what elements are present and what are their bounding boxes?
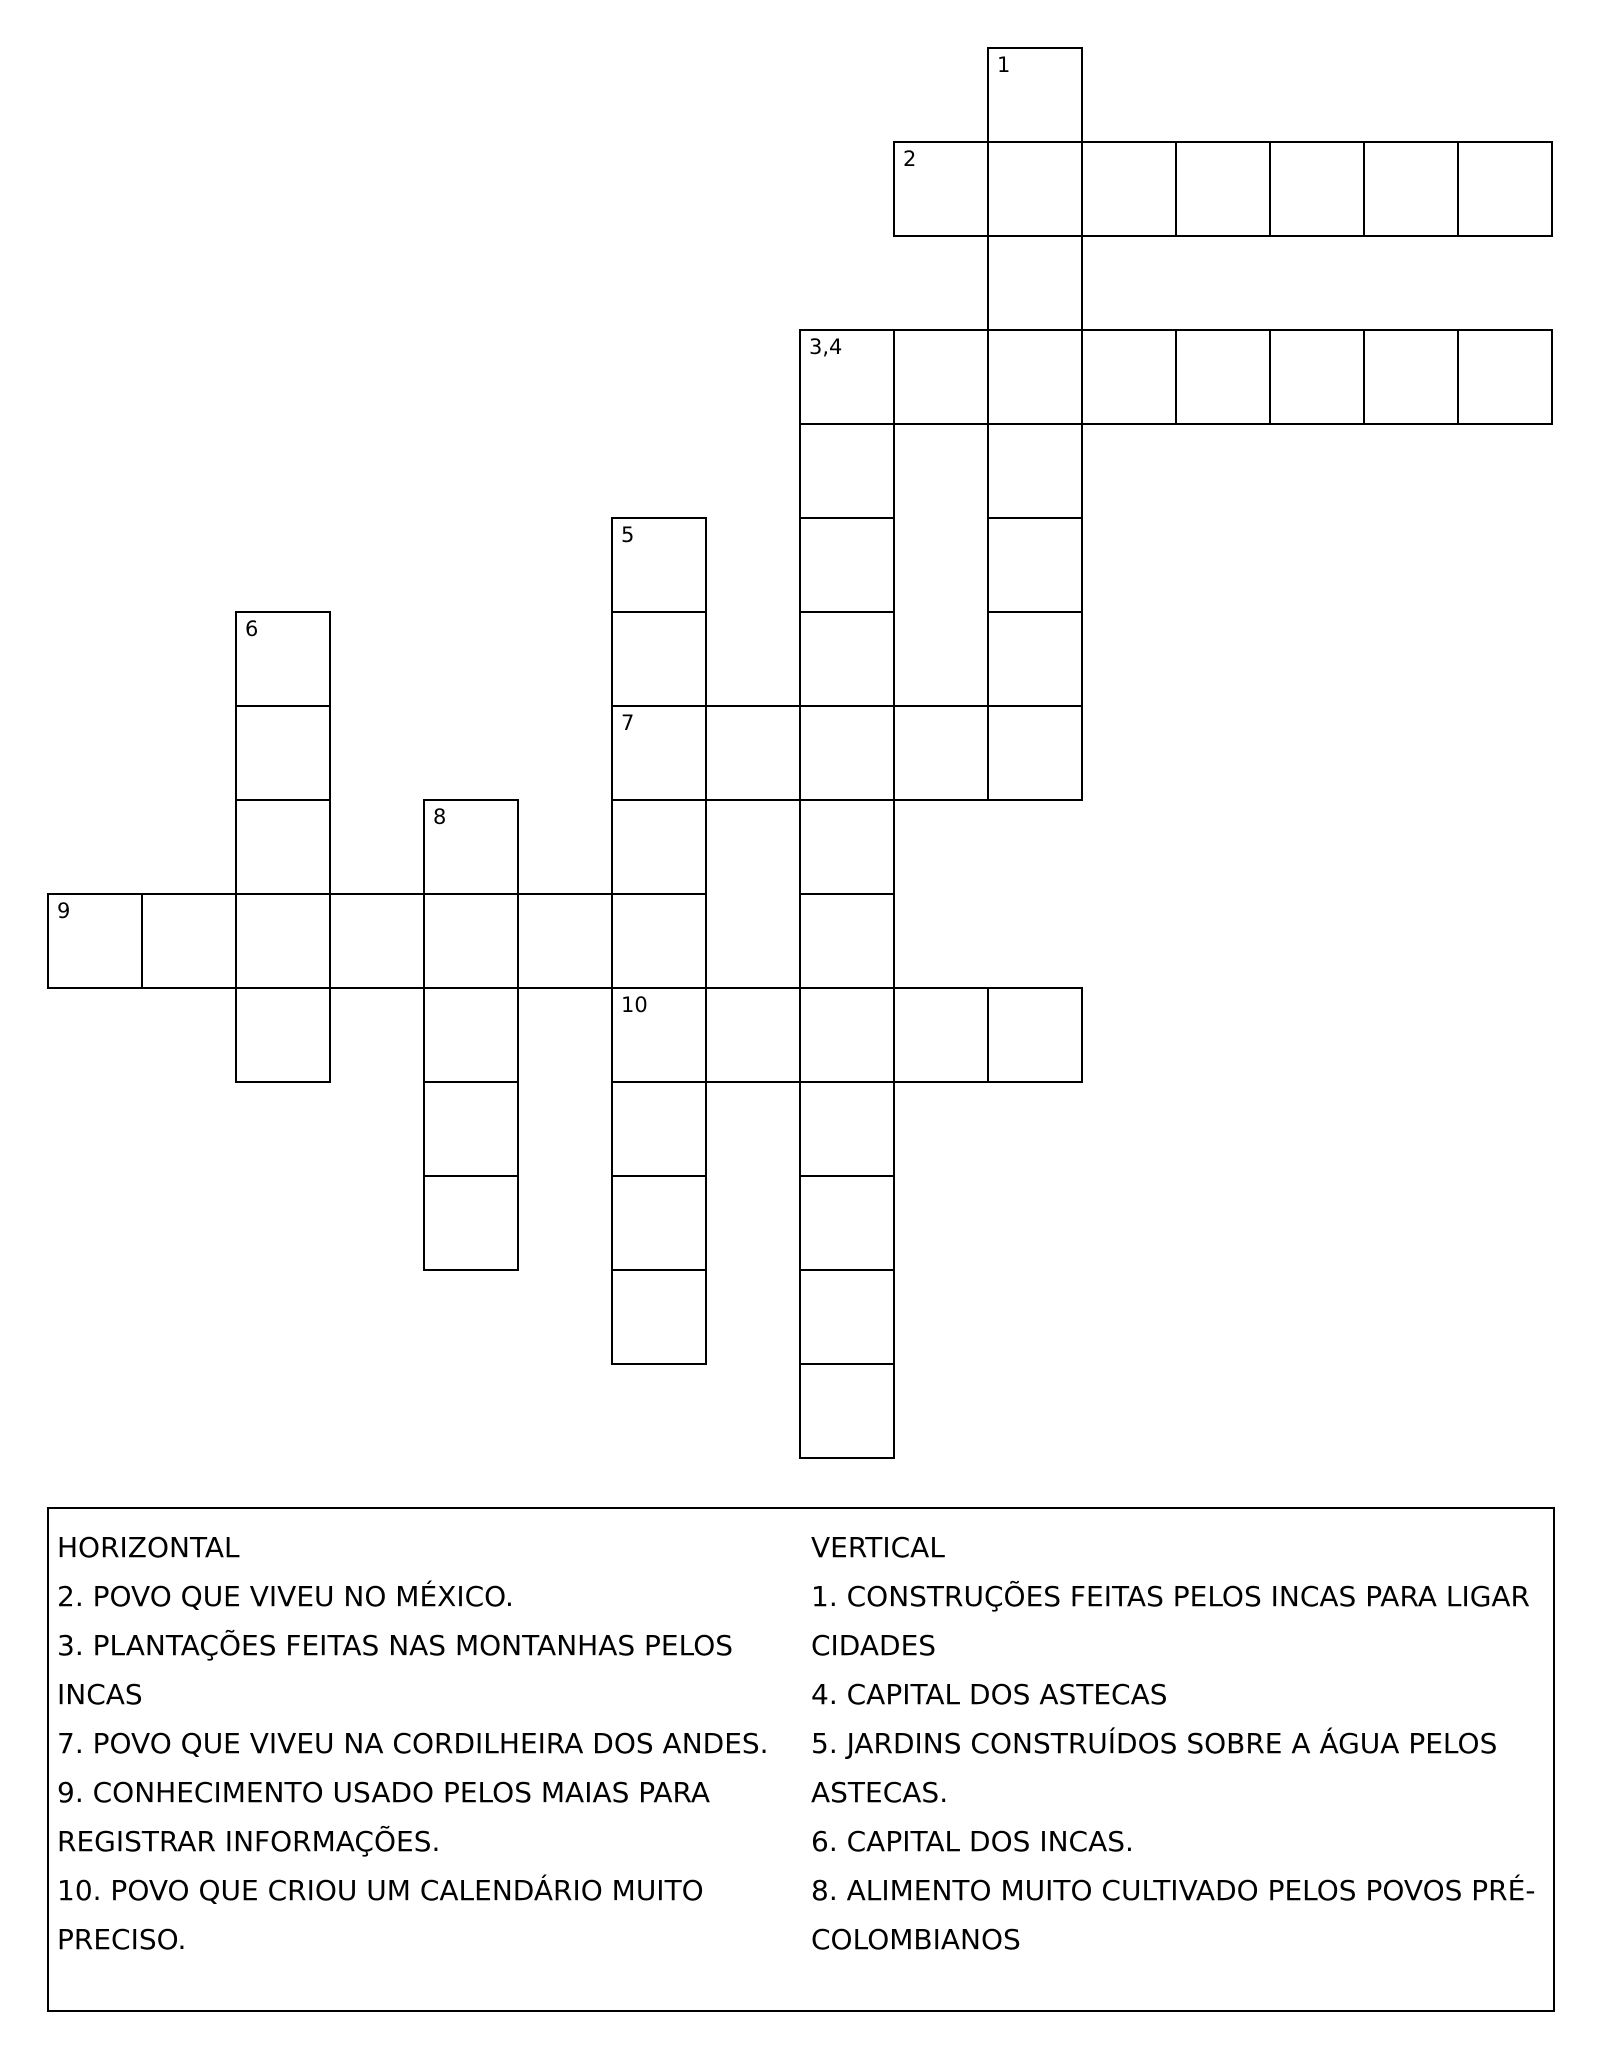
grid-cell[interactable] xyxy=(611,1175,707,1271)
grid-cell[interactable] xyxy=(235,987,331,1083)
grid-cell[interactable] xyxy=(705,987,801,1083)
grid-cell[interactable] xyxy=(893,705,989,801)
grid-cell[interactable] xyxy=(1175,141,1271,237)
clue-number: 2 xyxy=(903,147,917,171)
clue-number: 3,4 xyxy=(809,335,843,359)
grid-cell[interactable] xyxy=(611,799,707,895)
clue-horizontal-10: 10. POVO QUE CRIOU UM CALENDÁRIO MUITO PRECISO. xyxy=(57,1874,704,1956)
grid-cell[interactable] xyxy=(517,893,613,989)
grid-cell[interactable] xyxy=(1363,141,1459,237)
horizontal-clues xyxy=(57,1523,802,1964)
cell-6[interactable] xyxy=(235,611,331,707)
grid-cell[interactable] xyxy=(987,987,1083,1083)
grid-cell[interactable] xyxy=(611,1269,707,1365)
clue-horizontal-7: 7. POVO QUE VIVEU NA CORDILHEIRA DOS ANDES. xyxy=(57,1727,769,1760)
grid-cell[interactable] xyxy=(423,1175,519,1271)
horizontal-heading: HORIZONTAL xyxy=(57,1531,240,1564)
grid-cell[interactable] xyxy=(987,423,1083,519)
grid-cell[interactable] xyxy=(893,329,989,425)
clue-number: 7 xyxy=(621,711,635,735)
grid-cell[interactable] xyxy=(1363,329,1459,425)
grid-cell[interactable] xyxy=(987,141,1083,237)
cell-7[interactable] xyxy=(611,705,707,801)
grid-cell[interactable] xyxy=(987,517,1083,613)
cell-8[interactable] xyxy=(423,799,519,895)
cell-1[interactable] xyxy=(987,47,1083,143)
clue-horizontal-2: 2. POVO QUE VIVEU NO MÉXICO. xyxy=(57,1580,514,1613)
grid-cell[interactable] xyxy=(1081,329,1177,425)
grid-cell[interactable] xyxy=(987,235,1083,331)
grid-cell[interactable] xyxy=(1457,141,1553,237)
grid-cell[interactable] xyxy=(1269,141,1365,237)
grid-cell[interactable] xyxy=(799,893,895,989)
grid-cell[interactable] xyxy=(705,705,801,801)
cell-2[interactable] xyxy=(893,141,989,237)
grid-cell[interactable] xyxy=(987,329,1083,425)
cell-5[interactable] xyxy=(611,517,707,613)
grid-cell[interactable] xyxy=(799,1269,895,1365)
cell-10[interactable] xyxy=(611,987,707,1083)
grid-cell[interactable] xyxy=(893,987,989,1083)
grid-cell[interactable] xyxy=(329,893,425,989)
clue-vertical-4: 4. CAPITAL DOS ASTECAS xyxy=(811,1678,1168,1711)
grid-cell[interactable] xyxy=(235,799,331,895)
clue-vertical-5: 5. JARDINS CONSTRUÍDOS SOBRE A ÁGUA PELOS ASTECAS. xyxy=(811,1727,1498,1809)
clue-vertical-1: 1. CONSTRUÇÕES FEITAS PELOS INCAS PARA LIGAR CIDADES xyxy=(811,1580,1531,1662)
grid-cell[interactable] xyxy=(423,893,519,989)
clue-number: 8 xyxy=(433,805,447,829)
grid-cell[interactable] xyxy=(235,705,331,801)
clue-number: 1 xyxy=(997,53,1011,77)
grid-cell[interactable] xyxy=(799,611,895,707)
clue-number: 6 xyxy=(245,617,259,641)
grid-cell[interactable] xyxy=(611,611,707,707)
grid-cell[interactable] xyxy=(1175,329,1271,425)
clue-number: 5 xyxy=(621,523,635,547)
clue-number: 9 xyxy=(57,899,71,923)
grid-cell[interactable] xyxy=(235,893,331,989)
grid-cell[interactable] xyxy=(799,517,895,613)
clue-number: 10 xyxy=(621,993,648,1017)
vertical-heading: VERTICAL xyxy=(811,1531,945,1564)
clues-box xyxy=(47,1507,1555,2012)
grid-cell[interactable] xyxy=(799,1081,895,1177)
grid-cell[interactable] xyxy=(799,1363,895,1459)
grid-cell[interactable] xyxy=(611,1081,707,1177)
grid-cell[interactable] xyxy=(799,987,895,1083)
grid-cell[interactable] xyxy=(987,611,1083,707)
clue-horizontal-3: 3. PLANTAÇÕES FEITAS NAS MONTANHAS PELOS INCAS xyxy=(57,1629,734,1711)
grid-cell[interactable] xyxy=(987,705,1083,801)
grid-cell[interactable] xyxy=(799,1175,895,1271)
cell-9[interactable] xyxy=(47,893,143,989)
clue-horizontal-9: 9. CONHECIMENTO USADO PELOS MAIAS PARA REGISTRAR INFORMAÇÕES. xyxy=(57,1776,710,1858)
clue-vertical-6: 6. CAPITAL DOS INCAS. xyxy=(811,1825,1134,1858)
grid-cell[interactable] xyxy=(423,987,519,1083)
grid-cell[interactable] xyxy=(141,893,237,989)
grid-cell[interactable] xyxy=(799,799,895,895)
cell-3-4[interactable] xyxy=(799,329,895,425)
grid-cell[interactable] xyxy=(611,893,707,989)
grid-cell[interactable] xyxy=(1457,329,1553,425)
grid-cell[interactable] xyxy=(1081,141,1177,237)
grid-cell[interactable] xyxy=(423,1081,519,1177)
grid-cell[interactable] xyxy=(799,423,895,519)
grid-cell[interactable] xyxy=(1269,329,1365,425)
clue-vertical-8: 8. ALIMENTO MUITO CULTIVADO PELOS POVOS PRÉ-COLOMBIANOS xyxy=(811,1874,1536,1956)
grid-cell[interactable] xyxy=(799,705,895,801)
vertical-clues xyxy=(811,1523,1551,1964)
